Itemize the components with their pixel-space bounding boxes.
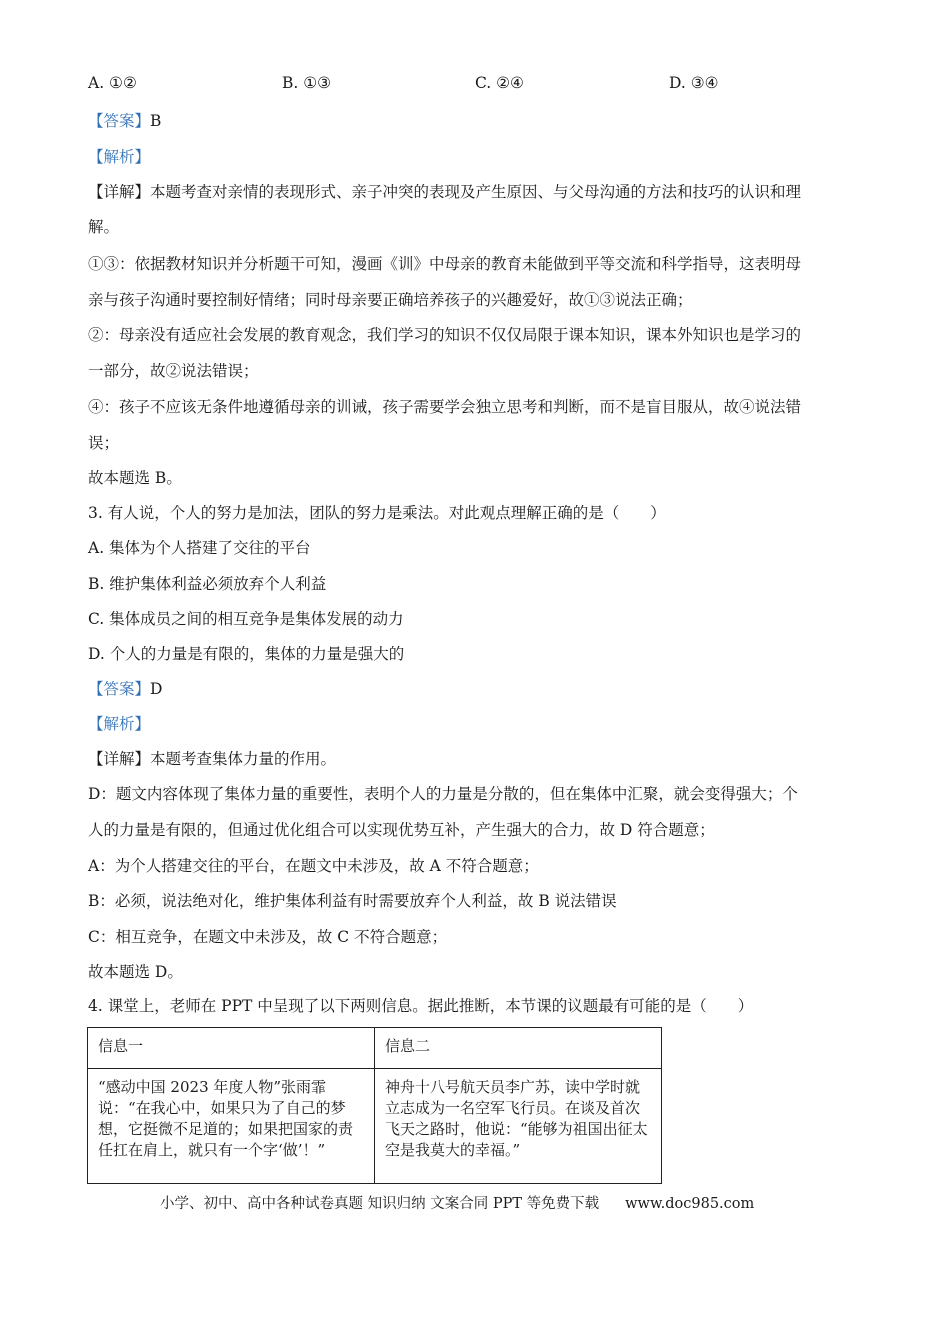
- q3-option-a: A. 集体为个人搭建了交往的平台: [88, 539, 311, 557]
- q2-option-d: D. ③④: [669, 74, 719, 92]
- table-row: [88, 1069, 662, 1184]
- q2-detail-line: 解。: [88, 218, 120, 236]
- q3-option-c: C. 集体成员之间的相互竞争是集体发展的动力: [88, 610, 404, 628]
- answer-value: B: [150, 112, 162, 130]
- q3-analysis-tag: 【解析】: [88, 715, 151, 733]
- q4-stem: 4. 课堂上，老师在 PPT 中呈现了以下两则信息。据此推断，本节课的议题最有可能的是（ ）: [88, 997, 754, 1015]
- answer-tag: 【答案】: [88, 112, 151, 130]
- footer-text: 小学、初中、高中各种试卷真题 知识归纳 文案合同 PPT 等免费下载: [160, 1196, 600, 1212]
- q2-detail-line: ②：母亲没有适应社会发展的教育观念，我们学习的知识不仅仅局限于课本知识，课本外知识也是学习的: [88, 326, 802, 344]
- q3-option-b: B. 维护集体利益必须放弃个人利益: [88, 575, 327, 593]
- table-header-row: [88, 1028, 662, 1069]
- q3-detail-line: C：相互竞争，在题文中未涉及，故 C 不符合题意；: [88, 928, 448, 946]
- q2-option-a: A. ①②: [88, 74, 137, 92]
- q2-detail-line: ①③：依据教材知识并分析题干可知，漫画《训》中母亲的教育未能做到平等交流和科学指导，这表明母: [88, 255, 802, 273]
- page-footer: [160, 1192, 754, 1213]
- q2-detail-line: 故本题选 B。: [88, 469, 182, 487]
- q2-option-b: B. ①③: [282, 74, 332, 92]
- q2-answer: [88, 110, 868, 132]
- q4-info-table: [87, 1027, 662, 1184]
- table-cell-info-1: “感动中国 2023 年度人物”张雨霏说：“在我心中，如果只为了自己的梦想，它挺微不足道的；如果把国家的责任扛在肩上，就只有一个字‘做’！”: [88, 1069, 375, 1184]
- answer-value: D: [150, 680, 163, 698]
- q3-detail-line: B：必须，说法绝对化，维护集体利益有时需要放弃个人利益，故 B 说法错误: [88, 892, 617, 910]
- footer-url: www.doc985.com: [625, 1196, 755, 1212]
- q3-stem: 3. 有人说，个人的努力是加法，团队的努力是乘法。对此观点理解正确的是（ ）: [88, 504, 666, 522]
- q2-detail-line: 亲与孩子沟通时要控制好情绪；同时母亲要正确培养孩子的兴趣爱好，故①③说法正确；: [88, 291, 693, 309]
- table-header-info-2: 信息二: [375, 1028, 662, 1069]
- q3-detail-line: D：题文内容体现了集体力量的重要性，表明个人的力量是分散的，但在集体中汇聚，就会变得强大；个: [88, 785, 798, 803]
- q3-detail-line: 故本题选 D。: [88, 963, 183, 981]
- answer-tag: 【答案】: [88, 680, 151, 698]
- q3-detail-line: A：为个人搭建交往的平台，在题文中未涉及，故 A 不符合题意；: [88, 857, 539, 875]
- q2-option-c: C. ②④: [475, 74, 524, 92]
- q3-detail-line: 【详解】本题考查集体力量的作用。: [88, 750, 337, 768]
- q2-analysis-tag: 【解析】: [88, 148, 151, 166]
- q2-detail-line: 【详解】本题考查对亲情的表现形式、亲子冲突的表现及产生原因、与父母沟通的方法和技巧的认识和理: [88, 183, 802, 201]
- q2-detail-line: 一部分，故②说法错误；: [88, 362, 259, 380]
- q3-detail-line: 人的力量是有限的，但通过优化组合可以实现优势互补，产生强大的合力，故 D 符合题意；: [88, 821, 715, 839]
- table-cell-info-2: 神舟十八号航天员李广苏，读中学时就立志成为一名空军飞行员。在谈及首次飞天之路时，他说：“能够为祖国出征太空是我莫大的幸福。”: [375, 1069, 662, 1184]
- q2-detail-line: ④：孩子不应该无条件地遵循母亲的训诫，孩子需要学会独立思考和判断，而不是盲目服从，故④说法错: [88, 398, 802, 416]
- q3-option-d: D. 个人的力量是有限的，集体的力量是强大的: [88, 645, 405, 663]
- q2-detail-line: 误；: [88, 434, 120, 452]
- q2-options: [88, 74, 868, 98]
- q3-answer: [88, 678, 868, 700]
- table-header-info-1: 信息一: [88, 1028, 375, 1069]
